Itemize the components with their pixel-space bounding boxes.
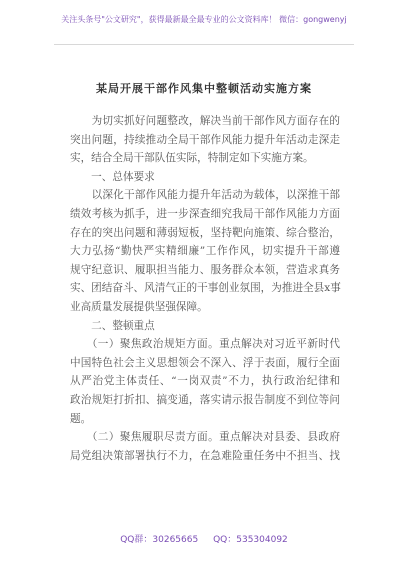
body-line: 为切实抓好问题整改，解决当前干部作风方面存在的 [70, 115, 340, 127]
body-line: 存在的突出问题和薄弱短板，坚持靶向施策、综合整治， [70, 226, 340, 239]
header-banner: 关注头条号"公文研究"，获得最新最全最专业的公文资料库！ 微信：gongwenyj [61, 15, 347, 24]
body-line: 中国特色社会主义思想领会不深入、浮于表面，履行全面 [70, 356, 340, 369]
body-line: （二）聚焦履职尽责方面。重点解决对县委、县政府 [70, 431, 340, 444]
body-line: 从严治党主体责任、“一岗双责”不力，执行政治纪律和 [70, 375, 340, 388]
body-line: 大力弘扬“勤快严实精细廉”工作作风，切实提升干部遵 [70, 245, 340, 258]
body-line: 局党组决策部署执行不力，在急难险重任务中不担当、找 [70, 449, 340, 462]
body-line: 突出问题，持续推动全局干部作风能力提升年活动走深走 [70, 133, 340, 146]
footer-qq: QQ：535304092 [213, 535, 288, 545]
body-line: 业高质量发展提供坚强保障。 [70, 300, 208, 313]
body-line: 实、团结奋斗、风清气正的干事创业氛围，为推进全县x事 [70, 282, 341, 295]
body-line: （一）聚焦政治规矩方面。重点解决对习近平新时代 [70, 338, 340, 351]
footer-contact [0, 532, 408, 545]
header-divider [54, 44, 354, 45]
body-line: 政治规矩打折扣、搞变通，落实请示报告制度不到位等问 [70, 393, 340, 406]
document-body [70, 112, 340, 465]
body-line: 规守纪意识、履职担当能力、服务群众本领，营造求真务 [70, 263, 340, 276]
body-line: 题。 [70, 412, 92, 425]
body-line: 实，结合全局干部队伍实际，特制定如下实施方案。 [70, 152, 314, 165]
footer-qq-group: QQ群：30265665 [120, 535, 199, 545]
document-title: 某局开展干部作风集中整顿活动实施方案 [96, 82, 312, 95]
body-line: 以深化干部作风能力提升年活动为载体，以深推干部 [70, 189, 340, 202]
section-heading: 一、总体要求 [70, 170, 155, 183]
section-heading: 二、整顿重点 [70, 319, 155, 332]
body-line: 绩效考核为抓手，进一步深查细究我局干部作风能力方面 [70, 207, 340, 220]
